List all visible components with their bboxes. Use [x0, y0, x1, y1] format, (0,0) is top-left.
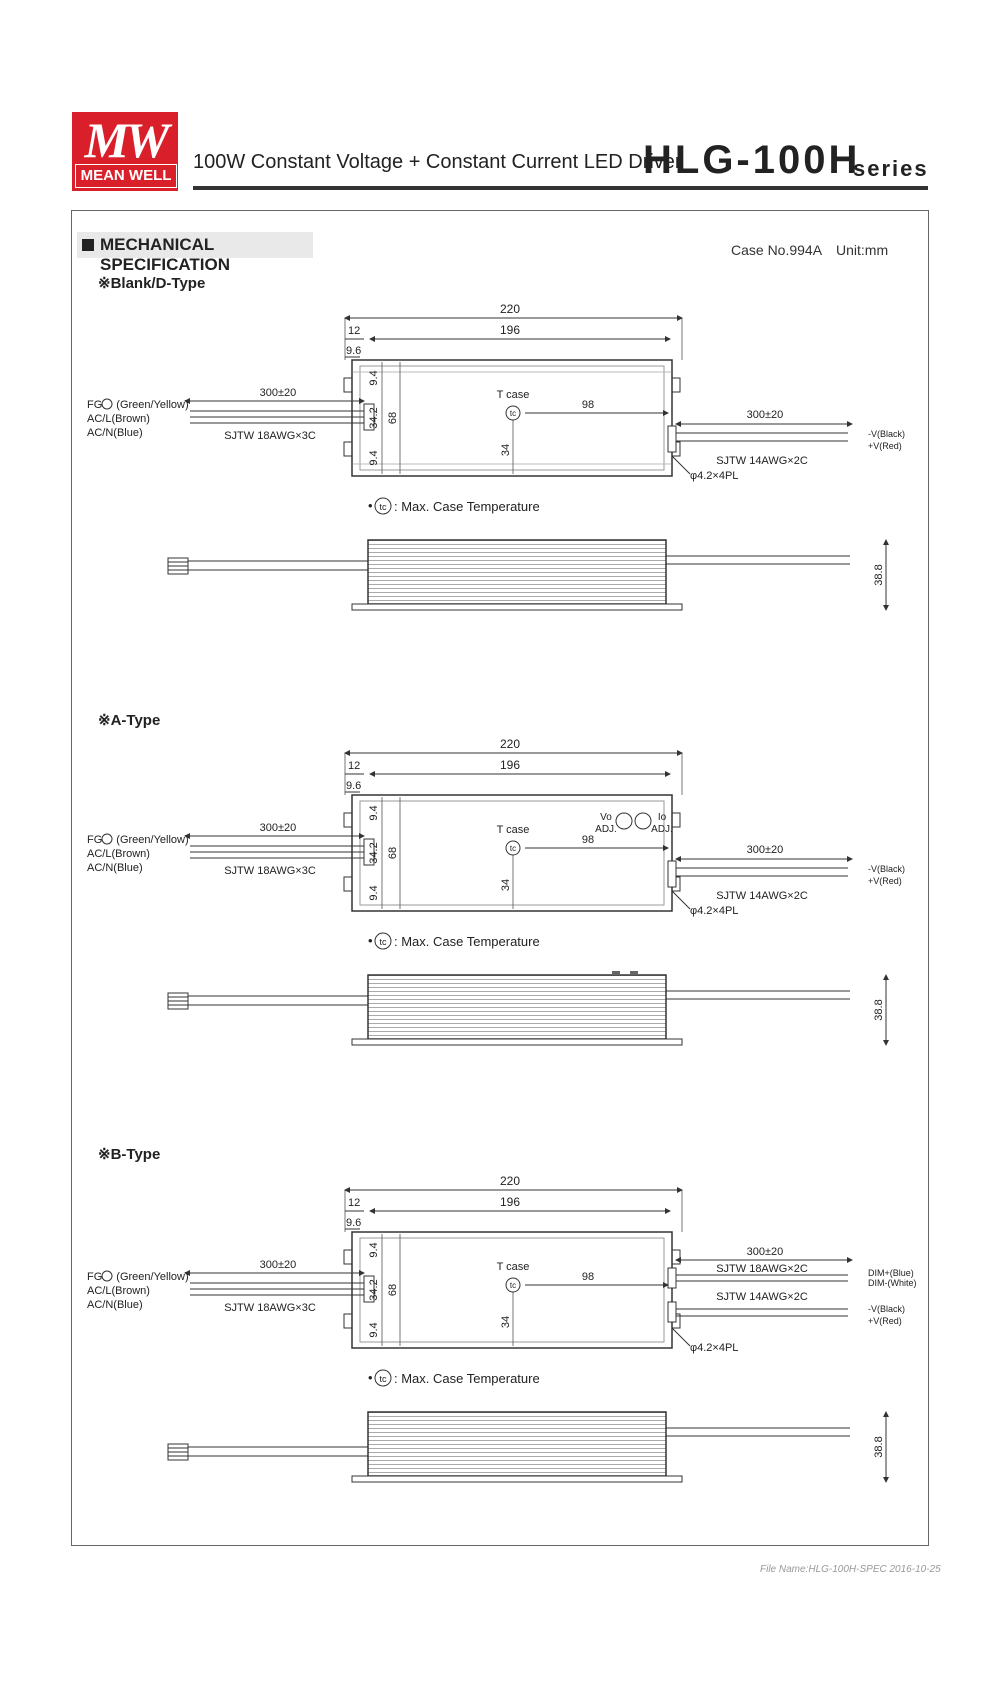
- dim-38-8: 38.8: [873, 564, 885, 586]
- type-label-b: ※B-Type: [98, 1146, 161, 1163]
- tc-legend-dot: •: [368, 498, 373, 513]
- drawing-a-type: [87, 737, 905, 1045]
- io-adj-1: Io: [657, 812, 667, 823]
- drawing-blank-d: [87, 302, 905, 610]
- dim-38-8: 38.8: [873, 999, 885, 1021]
- fg-label: FG (Green/Yellow): [87, 399, 189, 411]
- tcase-label: T case: [496, 1261, 530, 1273]
- dim-300-left: 300±20: [259, 1259, 297, 1271]
- section-title: MECHANICAL SPECIFICATION: [100, 235, 231, 274]
- dim-196: 196: [499, 323, 521, 337]
- cable-left-spec: SJTW 18AWG×3C: [224, 1302, 316, 1314]
- unit-label: Unit:mm: [836, 242, 889, 258]
- io-adj-2: ADJ.: [651, 824, 673, 835]
- dim-38-8: 38.8: [873, 1436, 885, 1458]
- dim-pos-label: DIM+(Blue): [868, 1268, 914, 1278]
- tc-symbol: tc: [509, 1281, 517, 1290]
- svg-text:tc: tc: [379, 502, 387, 512]
- dim-98: 98: [581, 834, 595, 846]
- logo-letters: MW: [84, 112, 166, 168]
- svg-text:•: •: [368, 1370, 373, 1385]
- dim-34: 34: [500, 443, 512, 457]
- vo-adj-2: ADJ.: [595, 824, 617, 835]
- fg-label: FG (Green/Yellow): [87, 834, 189, 846]
- hole-spec: φ4.2×4PL: [690, 905, 739, 917]
- series-suffix: series: [853, 156, 929, 181]
- dim-12: 12: [348, 325, 361, 337]
- dim-68: 68: [387, 1283, 399, 1297]
- tc-symbol: tc: [509, 409, 517, 418]
- dim-9-4-bottom: 9.4: [368, 1322, 380, 1338]
- type-label-blank-d: ※Blank/D-Type: [98, 275, 206, 292]
- max-case-temp: : Max. Case Temperature: [394, 499, 540, 514]
- type-label-a: ※A-Type: [98, 712, 161, 729]
- max-case-temp: : Max. Case Temperature: [394, 934, 540, 949]
- cable-right-spec: SJTW 14AWG×2C: [716, 455, 808, 467]
- dim-196: 196: [499, 758, 521, 772]
- dim-68: 68: [387, 846, 399, 860]
- dim-220: 220: [499, 302, 521, 316]
- dim-9-4-top: 9.4: [368, 1242, 380, 1258]
- dim-9-4-bottom: 9.4: [368, 885, 380, 901]
- acn-label: AC/N(Blue): [87, 862, 143, 874]
- dim-196: 196: [499, 1195, 521, 1209]
- vpos-label: +V(Red): [868, 441, 902, 451]
- dim-9-6: 9.6: [346, 345, 362, 357]
- acl-label: AC/L(Brown): [87, 1285, 150, 1297]
- cable-right-spec: SJTW 14AWG×2C: [716, 890, 808, 902]
- dim-300-right: 300±20: [746, 1246, 784, 1258]
- dim-34-2: 34.2: [368, 842, 380, 864]
- dim-98: 98: [581, 399, 595, 411]
- dim-34-2: 34.2: [368, 1279, 380, 1301]
- acn-label: AC/N(Blue): [87, 1299, 143, 1311]
- acl-label: AC/L(Brown): [87, 848, 150, 860]
- dim-9-4-bottom: 9.4: [368, 450, 380, 466]
- dim-9-4-top: 9.4: [368, 805, 380, 821]
- dim-9-6: 9.6: [346, 1217, 362, 1229]
- acl-label: AC/L(Brown): [87, 413, 150, 425]
- dim-300-right: 300±20: [746, 844, 784, 856]
- dim-300-left: 300±20: [259, 387, 297, 399]
- dim-9-6: 9.6: [346, 780, 362, 792]
- drawing-b-type: [87, 1174, 917, 1482]
- tcase-label: T case: [496, 824, 530, 836]
- tcase-label: T case: [496, 389, 530, 401]
- cable-left-spec: SJTW 18AWG×3C: [224, 865, 316, 877]
- hole-spec: φ4.2×4PL: [690, 1342, 739, 1354]
- cable-left-spec: SJTW 18AWG×3C: [224, 430, 316, 442]
- svg-text:tc: tc: [379, 937, 387, 947]
- vo-adj-1: Vo: [600, 812, 612, 823]
- dim-12: 12: [348, 1197, 361, 1209]
- vneg-label: -V(Black): [868, 864, 906, 874]
- dim-98: 98: [581, 1271, 595, 1283]
- vneg-label: -V(Black): [868, 429, 906, 439]
- max-case-temp: : Max. Case Temperature: [394, 1371, 540, 1386]
- fg-label: FG (Green/Yellow): [87, 1271, 189, 1283]
- series-name: HLG-100H: [643, 138, 861, 182]
- dim-neg-label: DIM-(White): [868, 1278, 917, 1288]
- vneg-label: -V(Black): [868, 1304, 906, 1314]
- dim-68: 68: [387, 411, 399, 425]
- dim-12: 12: [348, 760, 361, 772]
- svg-text:tc: tc: [379, 1374, 387, 1384]
- vpos-label: +V(Red): [868, 1316, 902, 1326]
- tc-symbol: tc: [509, 844, 517, 853]
- case-number: Case No.994A: [731, 242, 823, 258]
- acn-label: AC/N(Blue): [87, 427, 143, 439]
- dim-220: 220: [499, 1174, 521, 1188]
- cable-dim-spec: SJTW 18AWG×2C: [716, 1263, 808, 1275]
- dim-300-right: 300±20: [746, 409, 784, 421]
- svg-text:•: •: [368, 933, 373, 948]
- vpos-label: +V(Red): [868, 876, 902, 886]
- file-name-footer: File Name:HLG-100H-SPEC 2016-10-25: [760, 1564, 941, 1575]
- dim-34-2: 34.2: [368, 407, 380, 429]
- logo-text: MEAN WELL: [75, 164, 177, 188]
- hole-spec: φ4.2×4PL: [690, 470, 739, 482]
- cable-right-spec: SJTW 14AWG×2C: [716, 1291, 808, 1303]
- dim-9-4-top: 9.4: [368, 370, 380, 386]
- document-subtitle: 100W Constant Voltage + Constant Current LED Driver: [193, 151, 682, 173]
- dim-300-left: 300±20: [259, 822, 297, 834]
- dim-220: 220: [499, 737, 521, 751]
- dim-34: 34: [500, 878, 512, 892]
- dim-34: 34: [500, 1315, 512, 1329]
